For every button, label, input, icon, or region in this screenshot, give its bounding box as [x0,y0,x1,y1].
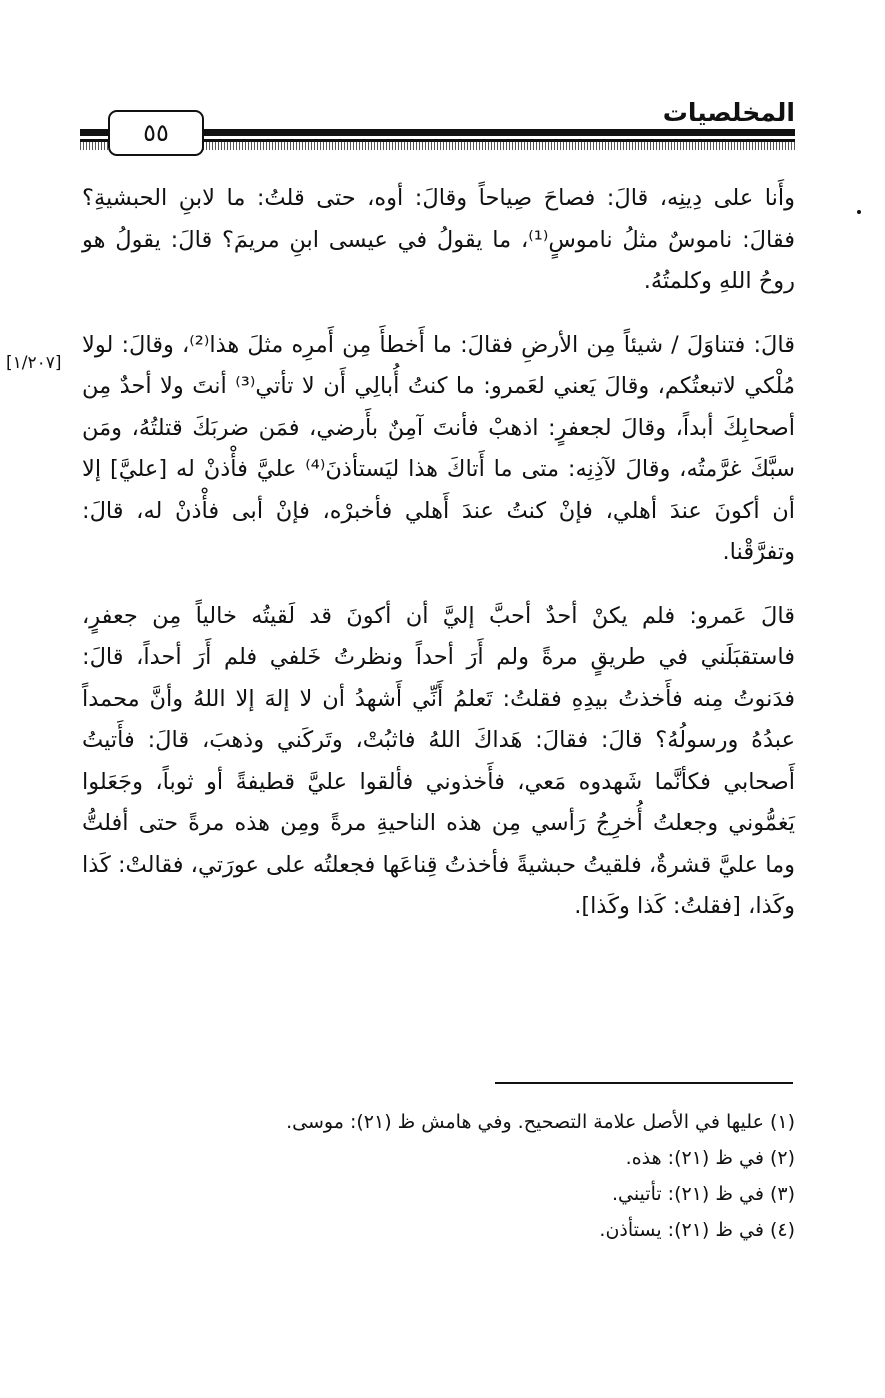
main-text [82,178,795,928]
book-title: المخلصيات [662,98,795,127]
footnote-1: (١) عليها في الأصل علامة التصحيح. وفي هامش ظ (٢١): موسى. [286,1111,795,1133]
manuscript-folio-reference: [١/٢٠٧] [6,353,62,373]
page-number-box [108,110,204,156]
page-number: ٥٥ [143,119,169,147]
margin-dot [857,210,861,214]
footnote-2: (٢) في ظ (٢١): هذه. [625,1147,795,1169]
paragraph-1: وأَنا على دِينِه، قالَ: فصاحَ صِياحاً وقالَ: أوه، حتى قلتُ: ما لابنِ الحبشيةِ؟ فقالَ: ناموسٌ مثلُ ناموسٍ⁽¹⁾، ما يقولُ في عيسى ابنِ مريمَ؟ قالَ: يقولُ هو روحُ اللهِ وكلمتُهُ. [82,185,795,294]
paragraph-3: قالَ عَمرو: فلم يكنْ أحدٌ أحبَّ إليَّ أن أكونَ قد لَقيتُه خالياً مِن جعفرٍ، فاستقبَلَني في طريقٍ مرةً ولم أَرَ أحداً ونظرتُ خَلفي فلم أَرَ أحداً، قالَ: فدَنوتُ مِنه فأَخذتُ بيدِهِ فقلتُ: تَعلمُ أَنِّي أَشهدُ أن لا إلهَ إلا اللهُ وأنَّ محمداً عبدُهُ ورسولُهُ؟ قالَ: فقالَ: هَداكَ اللهُ فاثبُتْ، وتَركَني وذهبَ، قالَ: فأَتيتُ أَصحابي فكأنَّما شَهدوه مَعي، فأَخذوني فألقوا عليَّ قطيفةً أو ثوباً، وجَعَلوا يَغمُّوني وجعلتُ أُخرِجُ رَأسي مِن هذه الناحيةِ مرةً ومِن هذه مرةً حتى أفلتُّ وما عليَّ قشرةٌ، فلقيتُ حبشيةً فأخذتُ قِناعَها فجعلتُه على عورَتي، فقالتْ: كَذا وكَذا، [فقلتُ: كَذا وكَذا]. [82,602,795,919]
footnote-3: (٣) في ظ (٢١): تأتيني. [611,1183,795,1205]
footnotes [82,1104,795,1248]
footnote-4: (٤) في ظ (٢١): يستأذن. [599,1219,795,1241]
paragraph-2: قالَ: فتناوَلَ / شيئاً مِن الأرضِ فقالَ: ما أَخطأَ مِن أَمرِه مثلَ هذا⁽²⁾، وقالَ: لولا مُلْكي لاتبعتُكم، وقالَ يَعني لعَمرو: ما كنتُ أُبالِي أَن لا تأتي⁽³⁾ أنتَ ولا أحدٌ مِن أصحابِكَ أبداً، وقالَ لجعفرٍ: اذهبْ فأنتَ آمِنٌ بأَرضي، فمَن ضربَكَ قتلتُهُ، ومَن سبَّكَ غرَّمتُه، وقالَ لآذِنِه: متى ما أَتاكَ هذا ليَستأذنَ⁽⁴⁾ عليَّ فأْذنْ له [عليَّ] إلا أن أكونَ عندَ أهلي، فإنْ كنتُ عندَ أَهلي فأخبرْه، فإنْ أبى فأْذنْ له، قالَ: وتفرَّقْنا. [82,331,795,565]
footnote-separator [495,1082,793,1084]
page-header [80,98,795,158]
